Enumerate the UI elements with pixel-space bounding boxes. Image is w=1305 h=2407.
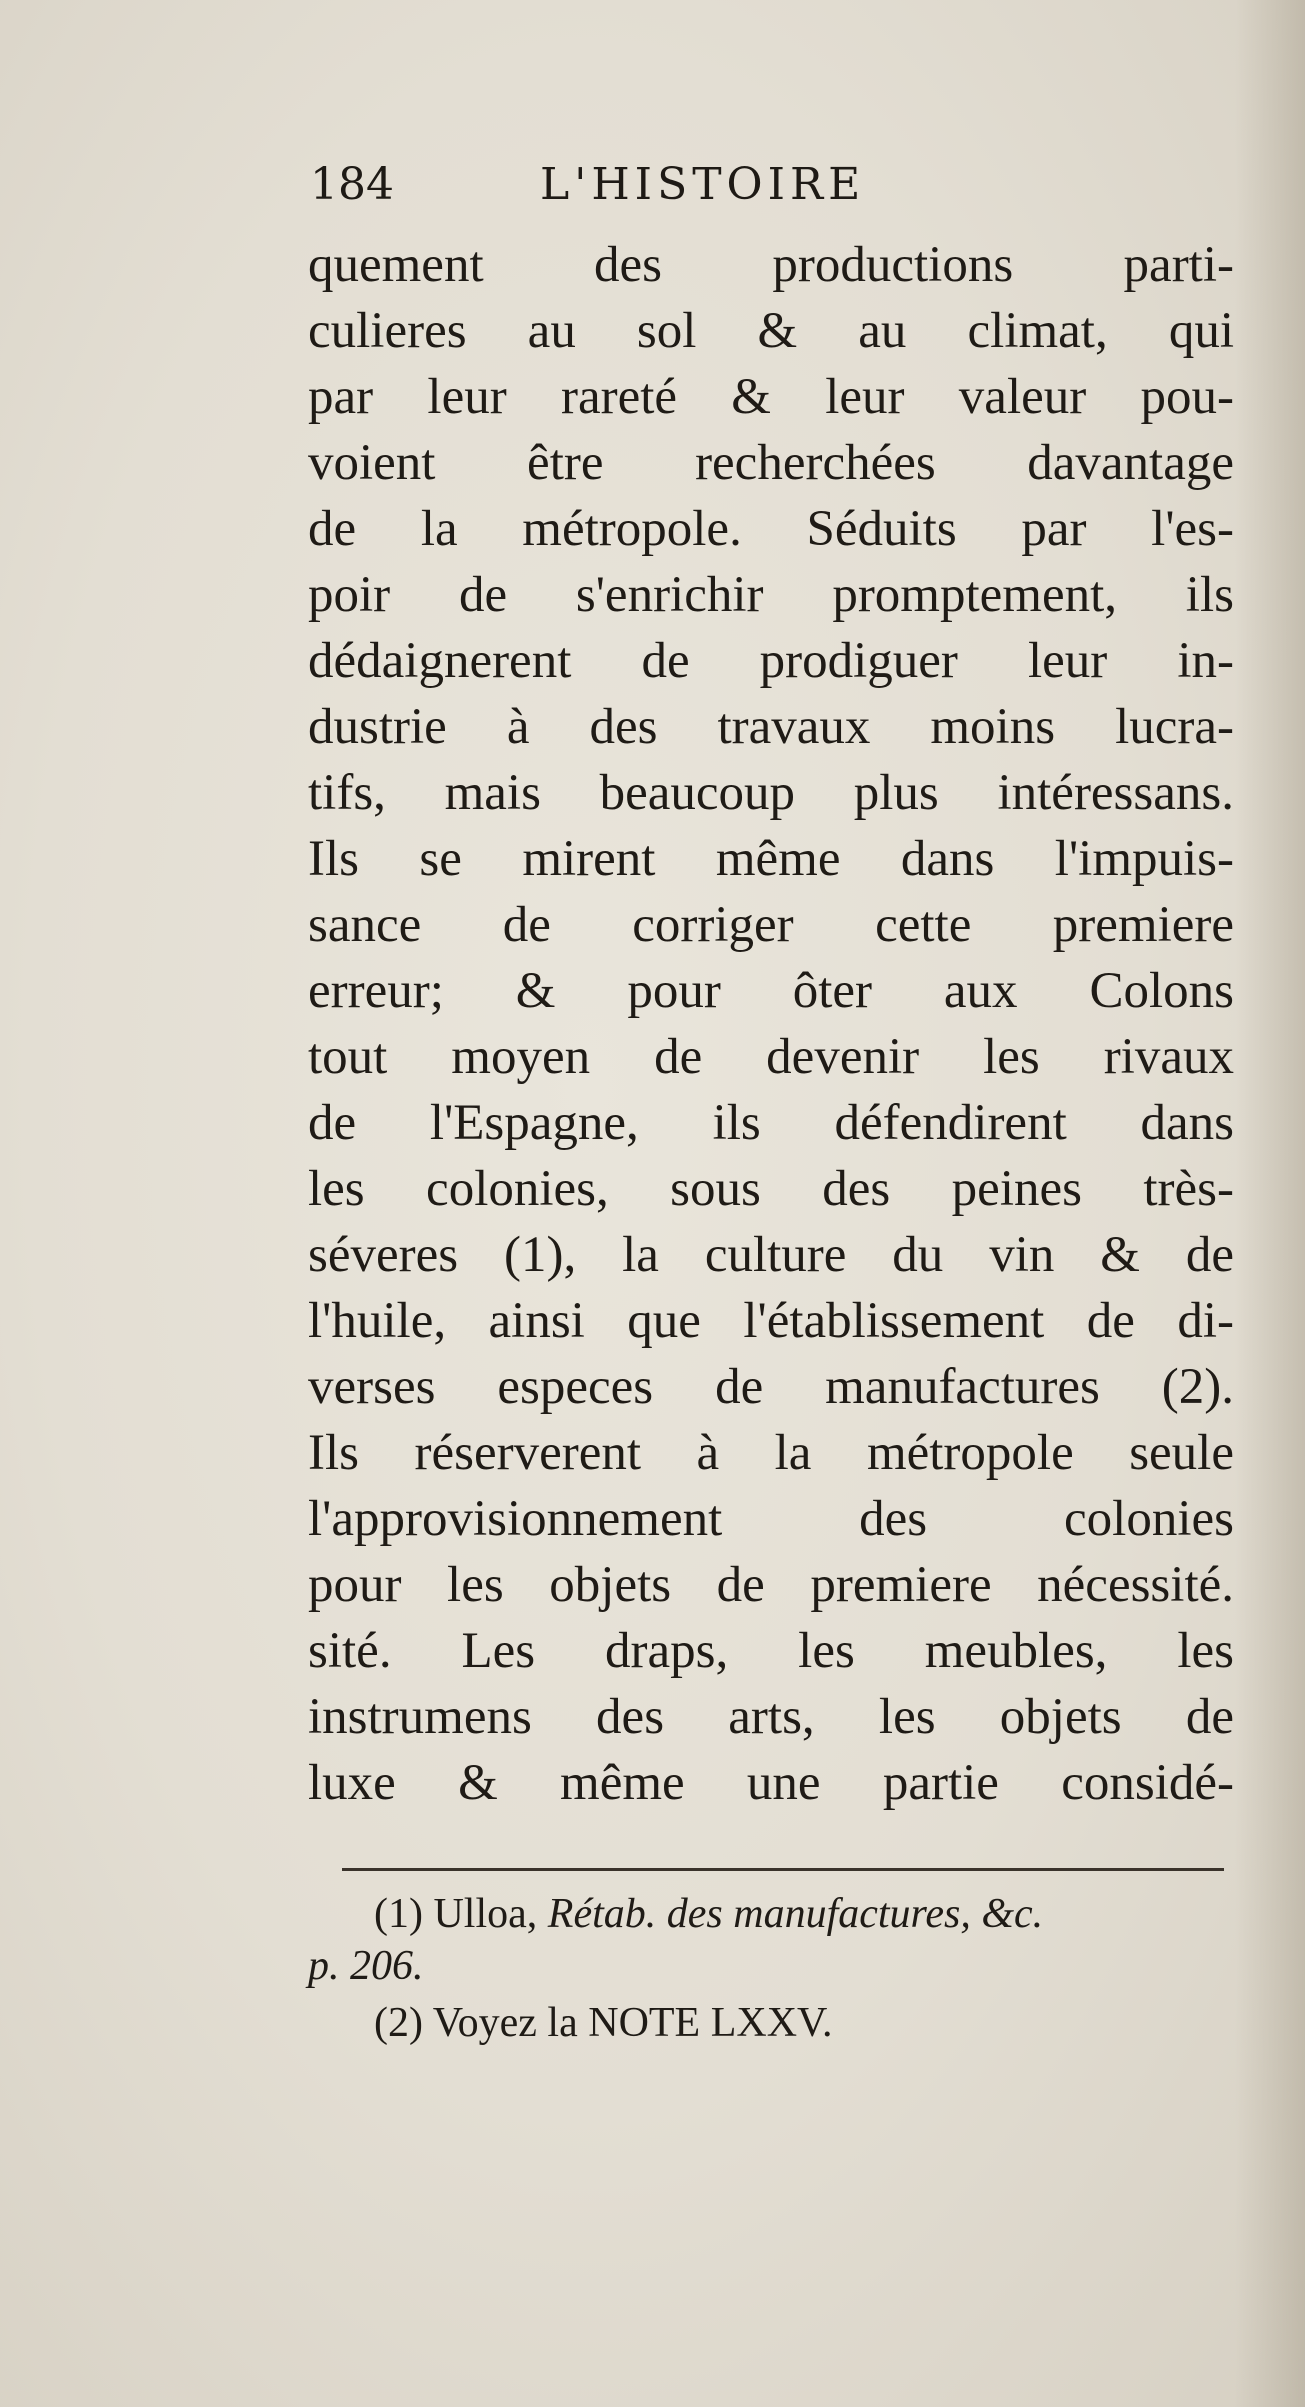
footnote-1 (308, 1888, 1238, 1940)
text-line: voient être recherchées davantage (308, 435, 1234, 491)
main-text (308, 232, 1234, 1816)
text-line: dédaignerent de prodiguer leur in- (308, 633, 1234, 689)
footnote-1-source: Rétab. des manufactures, &c. (547, 1891, 1044, 1937)
running-header (310, 150, 950, 220)
text-line: erreur; & pour ôter aux Colons (308, 963, 1234, 1019)
text-line: verses especes de manufactures (2). (308, 1359, 1234, 1415)
text-line: l'huile, ainsi que l'établissement de di- (308, 1293, 1234, 1349)
text-line: Ils se mirent même dans l'impuis- (308, 831, 1234, 887)
text-line: quement des productions parti- (308, 237, 1234, 293)
text-line: de l'Espagne, ils défendirent dans (308, 1095, 1234, 1151)
text-line: tifs, mais beaucoup plus intéressans. (308, 765, 1234, 821)
text-line: séveres (1), la culture du vin & de (308, 1227, 1234, 1283)
running-title: L'HISTOIRE (540, 159, 866, 210)
text-line: culieres au sol & au climat, qui (308, 303, 1234, 359)
footnotes (308, 1888, 1238, 2054)
text-line: l'approvisionnement des colonies (308, 1491, 1234, 1547)
footnote-1-page: p. 206. (308, 1943, 424, 1989)
footnote-1-marker: (1) Ulloa, (374, 1891, 538, 1937)
footnote-rule (342, 1868, 1224, 1871)
footnote-2 (308, 1992, 1238, 2054)
page-edge-shadow (1235, 0, 1305, 2407)
text-line: sance de corriger cette premiere (308, 897, 1234, 953)
footnote-2-prefix: (2) Voyez la (374, 2000, 578, 2046)
footnote-1-continuation (308, 1940, 1238, 1992)
text-line: par leur rareté & leur valeur pou- (308, 369, 1234, 425)
text-line: instrumens des arts, les objets de (308, 1689, 1234, 1745)
text-line: sité. Les draps, les meubles, les (308, 1623, 1234, 1679)
text-line: Ils réserverent à la métropole seule (308, 1425, 1234, 1481)
text-line: poir de s'enrichir promptement, ils (308, 567, 1234, 623)
text-line: luxe & même une partie considé- (308, 1755, 1234, 1811)
text-line: pour les objets de premiere nécessité. (308, 1557, 1234, 1613)
text-line: dustrie à des travaux moins lucra- (308, 699, 1234, 755)
text-line: de la métropole. Séduits par l'es- (308, 501, 1234, 557)
page-number: 184 (310, 159, 394, 210)
footnote-2-ref: NOTE LXXV. (588, 2000, 833, 2046)
text-line: les colonies, sous des peines très- (308, 1161, 1234, 1217)
text-line: tout moyen de devenir les rivaux (308, 1029, 1234, 1085)
